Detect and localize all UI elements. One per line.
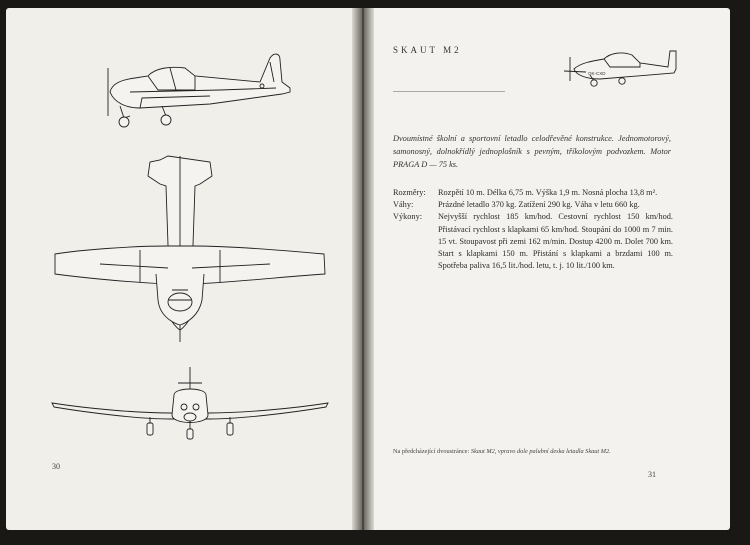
spec-text: Nejvyšší rychlost 185 km/hod. Cestovní rychlost 150 km/hod. Přistávací rychlost s klapkami 65 km/hod. Stoupání do 1000 m 7 min. 15 vt. Stoupavost při zemi 162 m/min. Dostup 4200 m. Dolet 700 km. Start s klapkami 150 m. Přistání s klapkami a brzdami 100 m. Spotřeba paliva 16,5 lit./hod. letu, t. j. 10 lit./100 km. bbox=[438, 212, 673, 271]
spec-row-weights bbox=[393, 199, 673, 211]
side-view-drawing bbox=[100, 50, 300, 130]
spec-label: Váhy: bbox=[393, 200, 414, 210]
front-view-drawing bbox=[50, 365, 330, 445]
registration-mark: OK-CXD bbox=[588, 71, 606, 76]
spec-row-performance bbox=[393, 211, 673, 272]
book-gutter bbox=[352, 8, 374, 530]
spec-text: Rozpětí 10 m. Délka 6,75 m. Výška 1,9 m. Nosná plocha 13,8 m². bbox=[438, 188, 658, 197]
figure-caption bbox=[393, 448, 683, 455]
spec-label: Výkony: bbox=[393, 212, 423, 222]
spec-row-dimensions bbox=[393, 187, 673, 199]
caption-italic: Skaut M2, vpravo dole palubní deska letadla Skaut M2. bbox=[470, 448, 611, 455]
spec-list bbox=[393, 187, 673, 272]
page-title: SKAUT M2 bbox=[393, 45, 462, 55]
spec-label: Rozměry: bbox=[393, 188, 426, 197]
page-number-right: 31 bbox=[648, 470, 656, 479]
title-rule bbox=[393, 91, 505, 92]
top-view-drawing bbox=[40, 150, 340, 340]
spec-text: Prázdné letadlo 370 kg. Zatížení 290 kg. Váha v letu 660 kg. bbox=[438, 200, 640, 210]
caption-prefix: Na předcházející dvoustránce: bbox=[393, 448, 470, 455]
page-number-left: 30 bbox=[52, 462, 60, 471]
thumbnail-airplane-drawing bbox=[560, 45, 680, 90]
intro-paragraph: Dvoumístné školní a sportovní letadlo celodřevěné konstrukce. Jednomotorový, samonosný, dolnokřídlý jednoplošník s pevným, tříkolovým podvozkem. Motor PRAGA D — 75 ks. bbox=[393, 134, 671, 170]
